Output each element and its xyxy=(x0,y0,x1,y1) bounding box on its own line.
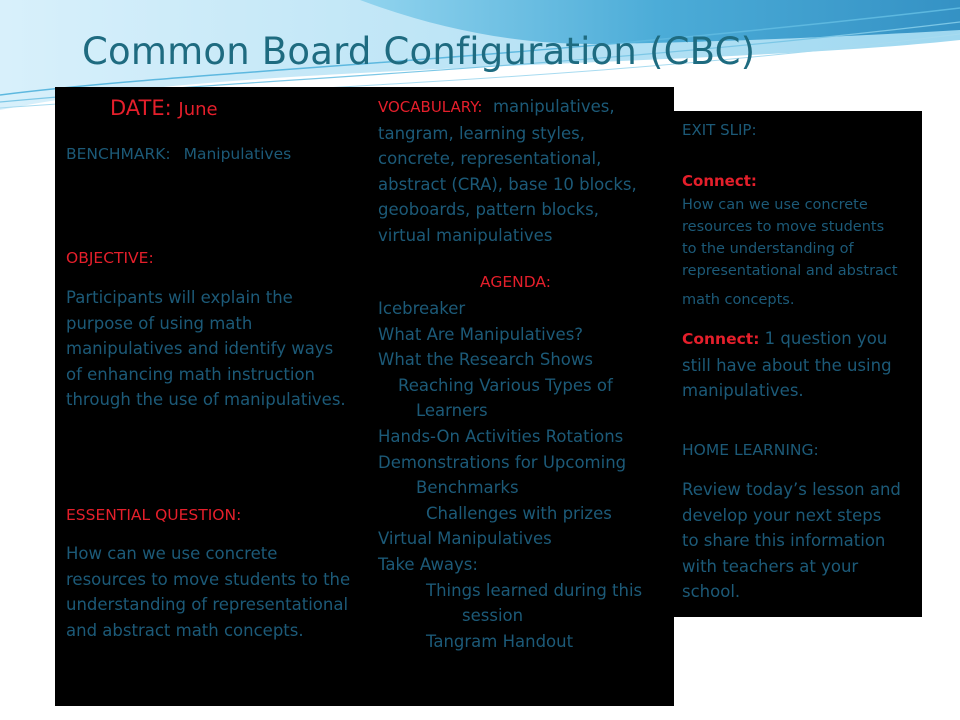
home-learning-heading: HOME LEARNING: xyxy=(682,441,819,459)
agenda-item: session xyxy=(462,606,524,626)
connect-line: 1 question you xyxy=(764,329,888,348)
connect-text-2 xyxy=(682,326,892,404)
connect-line: resources to move students xyxy=(682,219,885,235)
agenda-item: Icebreaker xyxy=(378,299,466,318)
agenda-heading: AGENDA: xyxy=(480,273,551,291)
home-learning-line: Review today’s lesson and xyxy=(682,480,901,499)
agenda-item: Reaching Various Types of xyxy=(398,375,613,395)
objective-heading: OBJECTIVE: xyxy=(66,249,154,267)
agenda-item: What the Research Shows xyxy=(378,350,593,370)
essential-question-line: and abstract math concepts. xyxy=(66,620,304,640)
objective-line: of enhancing math instruction xyxy=(66,364,315,384)
agenda-item: Learners xyxy=(416,401,488,421)
vocabulary-line: virtual manipulatives xyxy=(378,225,553,245)
benchmark-line xyxy=(66,142,291,168)
vocabulary-line: concrete, representational, xyxy=(378,149,602,169)
objective-text xyxy=(66,285,346,413)
connect-line: still have about the using xyxy=(682,355,892,375)
essential-question-line: understanding of representational xyxy=(66,595,349,615)
benchmark-label: BENCHMARK: xyxy=(66,145,171,163)
essential-question-text xyxy=(66,541,350,643)
objective-line: through the use of manipulatives. xyxy=(66,390,346,410)
date-label: DATE: xyxy=(110,96,172,120)
agenda-item: Demonstrations for Upcoming xyxy=(378,452,627,472)
essential-question-heading: ESSENTIAL QUESTION: xyxy=(66,506,242,524)
connect-line: representational and abstract xyxy=(682,263,898,279)
agenda-list xyxy=(378,296,642,654)
objective-line: purpose of using math xyxy=(66,313,253,333)
page-title: Common Board Configuration (CBC) xyxy=(82,30,756,73)
vocabulary-line: tangram, learning styles, xyxy=(378,123,585,143)
agenda-item: Hands-On Activities Rotations xyxy=(378,426,624,446)
objective-line: manipulatives and identify ways xyxy=(66,339,334,359)
agenda-item: What Are Manipulatives? xyxy=(378,324,584,344)
date-value: June xyxy=(178,99,218,120)
vocabulary-line: abstract (CRA), base 10 blocks, xyxy=(378,174,637,194)
vocabulary-block xyxy=(378,94,637,249)
essential-question-line: How can we use concrete xyxy=(66,544,278,563)
connect-line: How can we use concrete xyxy=(682,197,868,213)
essential-question-line: resources to move students to the xyxy=(66,569,351,589)
vocabulary-line: geoboards, pattern blocks, xyxy=(378,200,599,220)
home-learning-line: to share this information xyxy=(682,531,886,551)
connect-label-2: Connect: xyxy=(682,330,760,348)
connect-line: math concepts. xyxy=(682,292,795,308)
agenda-item: Challenges with prizes xyxy=(426,503,612,523)
agenda-item: Tangram Handout xyxy=(426,631,574,651)
agenda-item: Take Aways: xyxy=(378,554,478,574)
agenda-item: Benchmarks xyxy=(416,478,519,498)
vocabulary-line: manipulatives, xyxy=(492,97,615,116)
home-learning-line: with teachers at your xyxy=(682,556,859,576)
exit-slip-heading: EXIT SLIP: xyxy=(682,121,757,139)
connect-line: to the understanding of xyxy=(682,241,854,257)
connect-text-1 xyxy=(682,194,898,311)
agenda-item: Things learned during this xyxy=(426,580,643,600)
vocabulary-label: VOCABULARY: xyxy=(378,98,483,116)
date-line xyxy=(110,96,218,120)
agenda-item: Virtual Manipulatives xyxy=(378,529,552,549)
home-learning-text xyxy=(682,477,901,605)
benchmark-value: Manipulatives xyxy=(183,145,292,163)
connect-label-1: Connect: xyxy=(682,172,757,190)
objective-line: Participants will explain the xyxy=(66,288,293,307)
connect-line: manipulatives. xyxy=(682,381,804,401)
home-learning-line: develop your next steps xyxy=(682,505,882,525)
home-learning-line: school. xyxy=(682,582,741,602)
